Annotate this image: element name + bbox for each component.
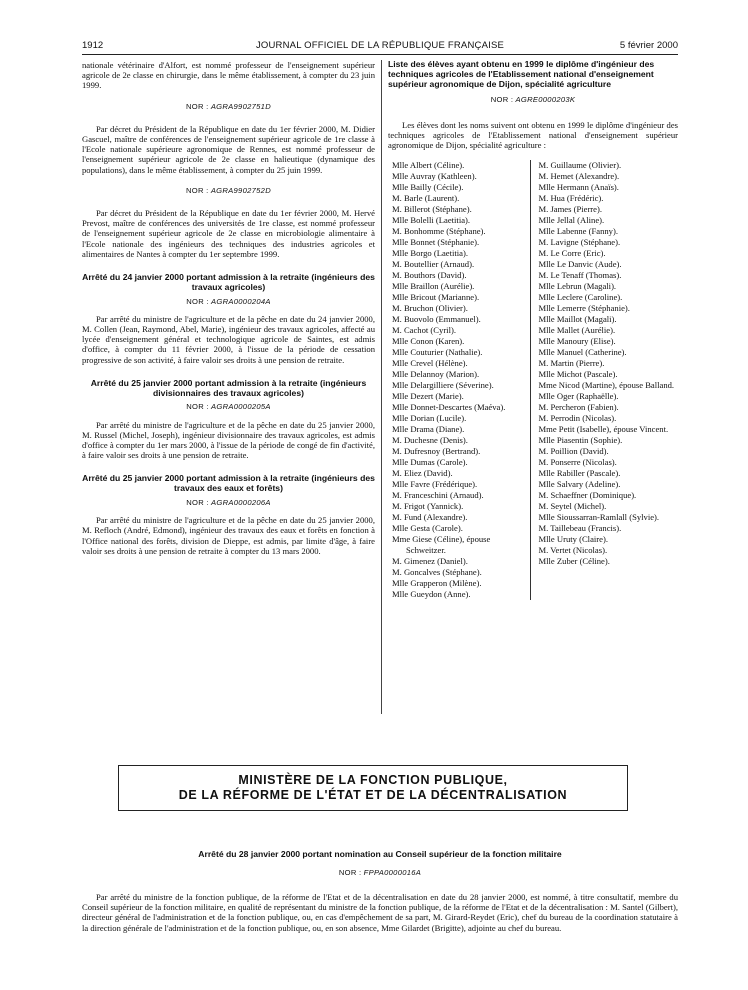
list-item: Mlle Dezert (Marie). <box>392 391 464 402</box>
list-item: Mlle Gueydon (Anne). <box>392 589 471 600</box>
list-item: M. Duchesne (Denis). <box>392 435 468 446</box>
list-item: M. Cachot (Cyril). <box>392 325 456 336</box>
list-item: M. Guillaume (Olivier). <box>538 160 622 171</box>
list-item: Mlle Jellal (Aline). <box>538 215 605 226</box>
list-item: M. Dufresnoy (Bertrand). <box>392 446 481 457</box>
list-item: Mlle Le Danvic (Aude). <box>538 259 622 270</box>
list-item: Mlle Manuel (Catherine). <box>538 347 627 358</box>
ministry-title-line2: DE LA RÉFORME DE L'ÉTAT ET DE LA DÉCENTRALISATION <box>178 788 568 802</box>
column-divider <box>381 60 382 714</box>
list-item: M. Schaeffner (Dominique). <box>538 490 637 501</box>
list-item: M. Martin (Pierre). <box>538 358 605 369</box>
section-heading: Arrêté du 28 janvier 2000 portant nomination au Conseil supérieur de la fonction militaire <box>198 849 562 859</box>
list-item: Mlle Uruty (Claire). <box>538 534 608 545</box>
nor-reference <box>82 868 678 878</box>
list-item: Mlle Sioussarran-Ramlall (Sylvie). <box>538 512 660 523</box>
list-item: Mlle Labenne (Fanny). <box>538 226 618 237</box>
bottom-section <box>82 850 678 933</box>
list-item: Mlle Braillon (Aurélie). <box>392 281 475 292</box>
left-column <box>82 60 375 556</box>
paragraph: Par arrêté du ministre de l'agriculture et de la pêche en date du 25 janvier 2000, M. Russel (Michel, Joseph), ingénieur divisionnaire des travaux agricoles, est admis d'office à compter du 1er mars 2000, à l'issue de la période de congé de fin d'activité, à faire valoir ses droits à une pension de retraite. <box>82 419 375 461</box>
list-item: M. Hemet (Alexandre). <box>538 171 620 182</box>
nor-label: NOR : <box>186 185 209 195</box>
paragraph: Par arrêté du ministre de l'agriculture et de la pêche en date du 25 janvier 2000, M. Refloch (André, Edmond), ingénieur des travaux des eaux et forêts en fonction à l'Office national des forêts, division de Dieppe, est admis, par limite d'âge, à faire valoir ses droits à une pension de retraite à compter du 13 mars 2000. <box>82 515 375 556</box>
list-item: Mlle Bolelli (Laetitia). <box>392 215 471 226</box>
nor-reference <box>388 95 678 105</box>
list-item: M. Frigot (Yannick). <box>392 501 464 512</box>
list-item: M. Bonhomme (Stéphane). <box>392 226 486 237</box>
list-item: M. Gimenez (Daniel). <box>392 556 468 567</box>
list-item: Mlle Dorian (Lucile). <box>392 413 467 424</box>
list-item: M. Lavigne (Stéphane). <box>538 237 621 248</box>
paragraph: Les élèves dont les noms suivent ont obtenu en 1999 le diplôme d'ingénieur des techniques agricoles de l'Etablissement national d'enseignement supérieur agronomique de Dijon, spécialité agriculture : <box>388 119 678 150</box>
graduates-list <box>388 160 678 600</box>
list-item: Mlle Conon (Karen). <box>392 336 465 347</box>
list-item: Mlle Albert (Céline). <box>392 160 465 171</box>
page-number: 1912 <box>82 40 104 51</box>
list-item: M. Boutellier (Arnaud). <box>392 259 475 270</box>
nor-label: NOR : <box>490 95 514 105</box>
right-column <box>388 60 678 600</box>
list-item: Mlle Bricout (Marianne). <box>392 292 480 303</box>
list-item: Mlle Zuber (Céline). <box>538 556 610 567</box>
list-item: Mlle Gesta (Carole). <box>392 523 463 534</box>
list-item: Mlle Mallet (Aurélie). <box>538 325 616 336</box>
nor-reference <box>82 186 375 196</box>
list-item: Mlle Dumas (Carole). <box>392 457 468 468</box>
paragraph: Par décret du Président de la République en date du 1er février 2000, M. Didier Gascuel, maître de conférences de l'enseignement supérieur agricole de 1re classe à l'Ecole nationale supérieure agronomique de Rennes, est nommé professeur de l'enseignement supérieur agricole de 2e classe en halieutique (dynamique des populations), dans le même établissement, à compter du 25 juin 1999. <box>82 123 375 175</box>
list-item: Mlle Michot (Pascale). <box>538 369 618 380</box>
nor-label: NOR : <box>186 402 209 412</box>
list-item: Mlle Lemerre (Stéphanie). <box>538 303 630 314</box>
list-item: M. Vertet (Nicolas). <box>538 545 608 556</box>
list-item: M. Perrodin (Nicolas). <box>538 413 617 424</box>
list-item: Mlle Delannoy (Marion). <box>392 369 480 380</box>
paragraph: Par décret du Président de la République en date du 1er février 2000, M. Hervé Prevost, maître de conférences des universités de 1re classe, est nommé professeur de l'enseignement supérieur agricole de 2e classe en microbiologie alimentaire à l'Ecole nationale des ingénieurs des techniques des industries agricoles et alimentaires de Nantes à compter du 1er septembre 1999. <box>82 208 375 259</box>
list-item: M. Franceschini (Arnaud). <box>392 490 484 501</box>
list-item: M. Seytel (Michel). <box>538 501 607 512</box>
nor-label: NOR : <box>338 867 362 877</box>
nor-reference <box>82 297 375 307</box>
list-item: Mlle Crevel (Hélène). <box>392 358 468 369</box>
list-item: M. Goncalves (Stéphane). <box>392 567 482 578</box>
list-item: Mlle Piasentin (Sophie). <box>538 435 623 446</box>
list-item: M. Le Corre (Eric). <box>538 248 606 259</box>
list-item: Mlle Favre (Frédérique). <box>392 479 478 490</box>
paragraph: Par arrêté du ministre de la fonction publique, de la réforme de l'Etat et de la décentralisation en date du 28 janvier 2000, est nommé, à titre consultatif, membre du Conseil supérieur de la fonction militaire, en qualité de représentant du ministre de la fonction publique, de la réforme de l'Etat et de la décentralisation : M. Santel (Gilbert), directeur général de l'administration et de la fonction publique, ou, en cas d'empêchement de sa part, M. Girard-Reydet (Eric), chef du bureau de la coordination statutaire à la direction générale de l'administration et de la fonction publique, ou, en son absence, Mme Gilardet (Brigitte), adjointe au chef du bureau. <box>82 892 678 933</box>
names-column-a <box>388 160 530 600</box>
nor-reference <box>82 102 375 112</box>
list-item: M. Eliez (David). <box>392 468 453 479</box>
issue-date: 5 février 2000 <box>619 40 678 51</box>
section-heading: Liste des élèves ayant obtenu en 1999 le diplôme d'ingénieur des techniques agricoles de l'Etablissement national d'enseignement supérieur agronomique de Dijon, spécialité agriculture <box>388 59 655 89</box>
list-item: M. Bouthors (David). <box>392 270 467 281</box>
list-item: Mlle Delargilliere (Séverine). <box>392 380 494 391</box>
list-item: Mme Petit (Isabelle), épouse Vincent. <box>538 424 669 435</box>
list-item: M. Hua (Frédéric). <box>538 193 604 204</box>
list-item: M. Billerot (Stéphane). <box>392 204 472 215</box>
names-column-b <box>530 160 678 600</box>
nor-code: AGRA9902751D <box>210 101 271 111</box>
list-item: Mlle Grapperon (Milène). <box>392 578 482 589</box>
list-item: Mlle Lebrun (Magali). <box>538 281 617 292</box>
list-item: Mlle Couturier (Nathalie). <box>392 347 483 358</box>
section-heading: Arrêté du 24 janvier 2000 portant admission à la retraite (ingénieurs des travaux agricoles) <box>82 272 375 292</box>
list-item: M. Ponserre (Nicolas). <box>538 457 617 468</box>
ministry-title-line1: MINISTÈRE DE LA FONCTION PUBLIQUE, <box>238 773 508 787</box>
list-item: Mlle Manoury (Elise). <box>538 336 616 347</box>
paragraph: Par arrêté du ministre de l'agriculture et de la pêche en date du 24 janvier 2000, M. Collen (Jean, Raymond, Abel, Marie), ingénieur des travaux agricoles, affecté au lycée d'enseignement général et technologique agricole de Saintes, est admis d'office, à compter du 11 février 2000, à l'issue de la période de cessation progressive de son activité, à faire valoir ses droits à une pension de retraite. <box>82 313 375 365</box>
nor-code: AGRA0000204A <box>211 296 271 306</box>
list-item: Mlle Auvray (Kathleen). <box>392 171 477 182</box>
list-item: Mlle Drama (Diane). <box>392 424 465 435</box>
list-item: Mlle Bailly (Cécile). <box>392 182 464 193</box>
list-item: M. Buovolo (Emmanuel). <box>392 314 481 325</box>
paragraph: nationale vétérinaire d'Alfort, est nommé professeur de l'enseignement supérieur agricole de 2e classe en chirurgie, dans le même établissement, à compter du 23 juin 1999. <box>82 60 375 91</box>
list-item: Mlle Hermann (Anaïs). <box>538 182 619 193</box>
list-item: M. Le Tenaff (Thomas). <box>538 270 622 281</box>
list-item: Mlle Rabiller (Pascale). <box>538 468 621 479</box>
list-item: Mme Nicod (Martine), épouse Balland. <box>538 380 675 391</box>
nor-code: AGRA0000206A <box>211 498 271 508</box>
list-item: Mlle Oger (Raphaëlle). <box>538 391 619 402</box>
nor-code: AGRE0000203K <box>515 95 576 105</box>
list-item: M. Fund (Alexandre). <box>392 512 468 523</box>
section-heading: Arrêté du 25 janvier 2000 portant admission à la retraite (ingénieurs des travaux des eaux et forêts) <box>82 473 375 494</box>
nor-label: NOR : <box>186 498 209 508</box>
page-header <box>82 38 678 55</box>
list-item: M. Taillebeau (Francis). <box>538 523 622 534</box>
nor-reference <box>82 498 375 508</box>
nor-label: NOR : <box>186 101 209 111</box>
list-item: M. Percheron (Fabien). <box>538 402 619 413</box>
list-item: Mlle Salvary (Adeline). <box>538 479 621 490</box>
nor-label: NOR : <box>186 296 209 306</box>
journal-title: JOURNAL OFFICIEL DE LA RÉPUBLIQUE FRANÇAISE <box>255 40 505 51</box>
list-item: M. James (Pierre). <box>538 204 602 215</box>
list-item: M. Poillion (David). <box>538 446 609 457</box>
nor-code: AGRA9902752D <box>210 185 271 195</box>
list-item: M. Bruchon (Olivier). <box>392 303 468 314</box>
nor-code: FPPA0000016A <box>363 867 422 877</box>
list-item: Mlle Donnet-Descartes (Maéva). <box>392 402 506 413</box>
list-item: M. Barle (Laurent). <box>392 193 460 204</box>
nor-reference <box>82 402 375 412</box>
list-item: Mlle Bonnet (Stéphanie). <box>392 237 480 248</box>
nor-code: AGRA0000205A <box>211 402 271 412</box>
list-item: Mlle Borgo (Laetitia). <box>392 248 468 259</box>
list-item: Mme Giese (Céline), épouse Schweitzer. <box>392 534 491 556</box>
ministry-banner <box>118 765 628 811</box>
list-item: Mlle Leclere (Caroline). <box>538 292 623 303</box>
list-item: Mlle Maillot (Magali). <box>538 314 617 325</box>
section-heading: Arrêté du 25 janvier 2000 portant admission à la retraite (ingénieurs divisionnaires des travaux agricoles) <box>90 377 367 398</box>
